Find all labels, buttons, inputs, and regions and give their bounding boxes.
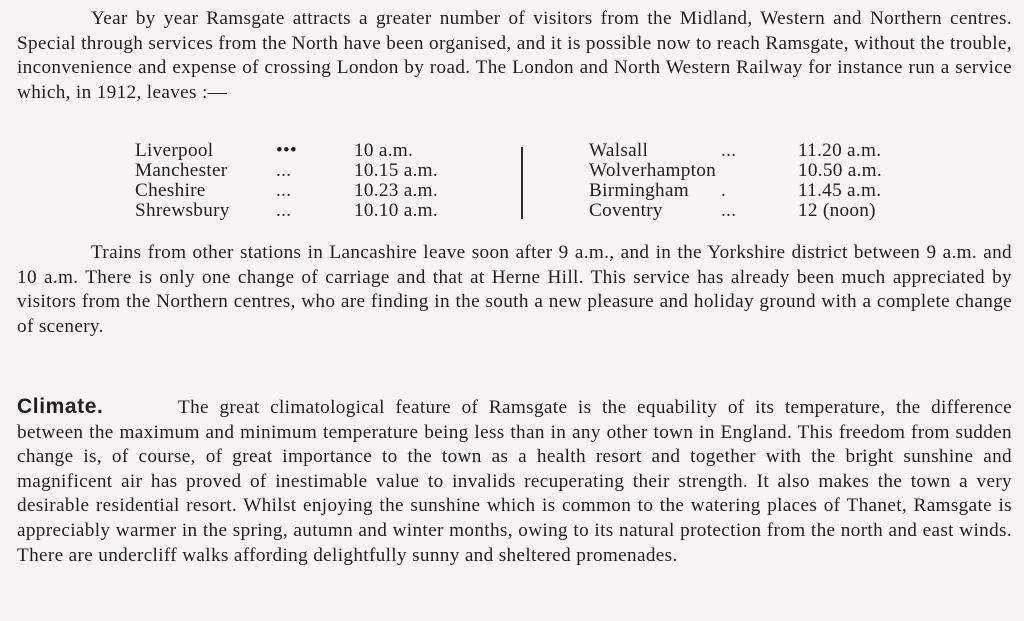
trains-paragraph: Trains from other stations in Lancashire leave soon after 9 a.m., and in the Yorkshire district between 9 a.m. and 10 a.m. There is only one change of carriage and that at Herne Hill. This service has already been much appreciated by visitors from the Northern centres, who are finding in the south a new pleasure and holiday ground with a complete change of scenery. xyxy=(17,242,1012,337)
departure-time: 10.10 a.m. xyxy=(354,200,439,221)
station-name: Walsall xyxy=(589,140,649,161)
leader-dots: ... xyxy=(276,180,292,201)
station-name: Liverpool xyxy=(135,140,214,161)
departure-time: 10.15 a.m. xyxy=(354,160,439,181)
departure-time: 11.20 a.m. xyxy=(798,140,882,161)
timetable-row xyxy=(135,181,465,201)
climate-heading: Climate. xyxy=(17,395,104,418)
station-name: Manchester xyxy=(135,160,228,181)
climate-paragraph: The great climatological feature of Ramsgate is the equability of its temperature, the difference between the maximum and minimum temperature being less than in any other town in England. This freedom from sudden change is, of course, of great importance to the town as a health resort and together with the bright sunshine and magnificent air has proved of inestimable value to invalids recuperating their strength. It also makes the town a very desirable residential resort. Whilst enjoying the sunshine which is common to the watering places of Thanet, Ramsgate is appreciably warmer in the spring, autumn and winter months, owing to its natural protection from the north and east winds. There are undercliff walks affording delightfully sunny and sheltered promenades. xyxy=(17,397,1012,566)
departure-time: 11.45 a.m. xyxy=(798,180,882,201)
departure-time: 10.23 a.m. xyxy=(354,180,439,201)
station-name: Wolverhampton xyxy=(589,160,717,181)
timetable-row xyxy=(135,141,465,161)
departure-time: 10.50 a.m. xyxy=(798,160,883,181)
station-name: Shrewsbury xyxy=(135,200,230,221)
station-name: Cheshire xyxy=(135,180,206,201)
station-name: Coventry xyxy=(589,200,663,221)
train-timetable xyxy=(0,141,1024,223)
leader-dots: ... xyxy=(276,160,292,181)
timetable-row xyxy=(135,201,465,221)
station-name: Birmingham xyxy=(589,180,689,201)
leader-dots: ... xyxy=(721,140,737,161)
timetable-row xyxy=(589,141,909,161)
leader-dots: ••• xyxy=(276,140,298,161)
climate-section xyxy=(17,395,1012,568)
departure-time: 12 (noon) xyxy=(798,200,876,221)
leader-dots: ... xyxy=(721,200,737,221)
timetable-row xyxy=(135,161,465,181)
timetable-row xyxy=(589,161,909,181)
timetable-row xyxy=(589,201,909,221)
timetable-row xyxy=(589,181,909,201)
column-divider xyxy=(521,147,523,219)
intro-paragraph: Year by year Ramsgate attracts a greater number of visitors from the Midland, Western and Northern centres. Special through services from the North have been organised, and it is possible now to reach Ramsgate, without the trouble, inconvenience and expense of crossing London by road. The London and North Western Railway for instance run a service which, in 1912, leaves :— xyxy=(17,8,1012,103)
leader-dots: . xyxy=(721,180,727,201)
departure-time: 10 a.m. xyxy=(354,140,414,161)
leader-dots: ... xyxy=(276,200,292,221)
